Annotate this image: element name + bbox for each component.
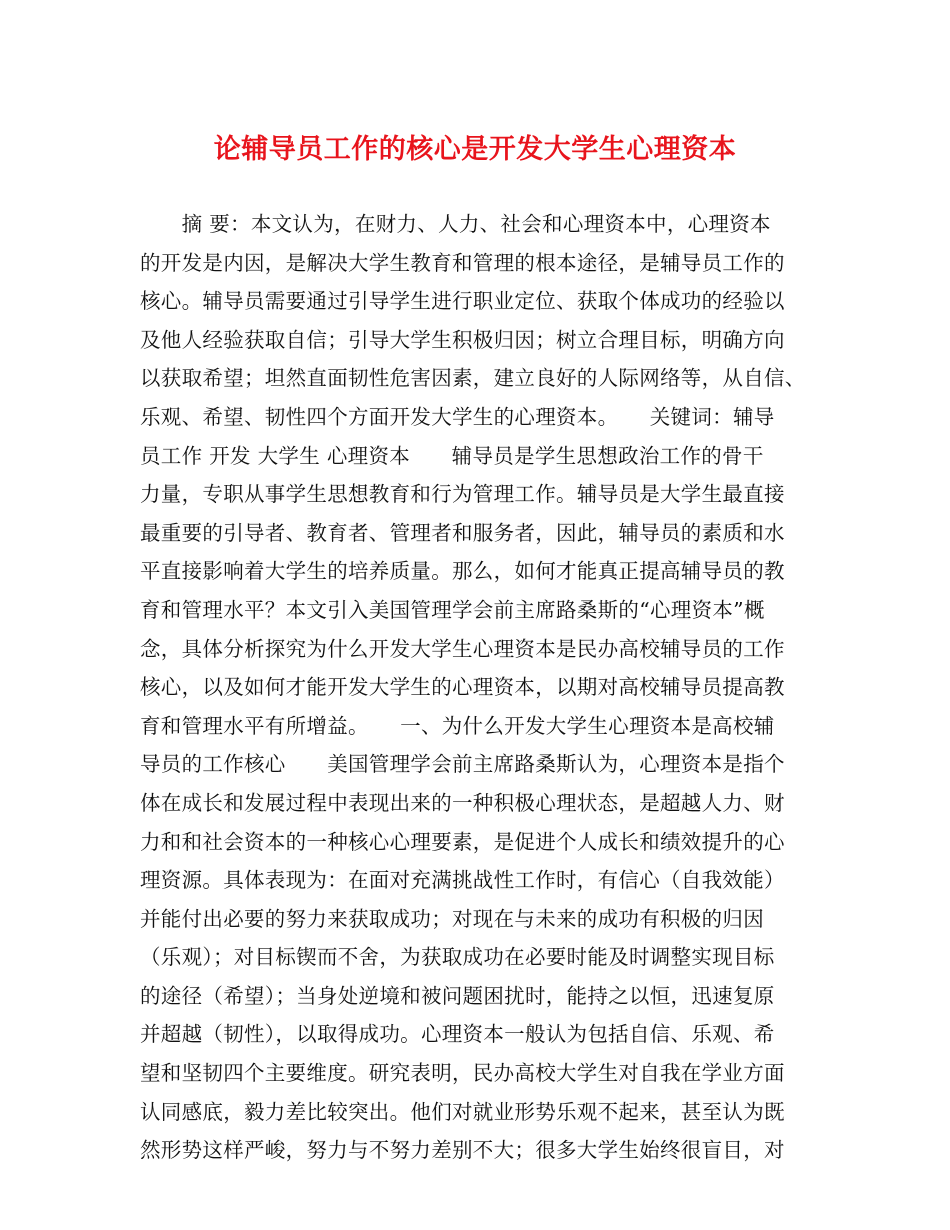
body-line: 力和和社会资本的一种核心心理要素，是促进个人成长和绩效提升的心	[140, 829, 785, 854]
body-line: 育和管理水平有所增益。 一、为什么开发大学生心理资本是高校辅	[140, 713, 775, 738]
body-line: 摘 要：本文认为，在财力、人力、社会和心理资本中，心理资本	[140, 212, 771, 236]
body-line: 望和坚韧四个主要维度。研究表明，民办高校大学生对自我在学业方面	[140, 1061, 785, 1086]
body-line: 认同感底，毅力差比较突出。他们对就业形势乐观不起来，甚至认为既	[140, 1099, 785, 1124]
body-line: 理资源。具体表现为：在面对充满挑战性工作时，有信心（自我效能）	[140, 868, 785, 893]
body-line: 然形势这样严峻，努力与不努力差别不大；很多大学生始终很盲目，对	[140, 1138, 785, 1163]
body-line: 核心。辅导员需要通过引导学生进行职业定位、获取个体成功的经验以	[140, 289, 785, 314]
body-line: 及他人经验获取自信；引导大学生积极归因；树立合理目标，明确方向	[140, 327, 785, 352]
body-line: 导员的工作核心 美国管理学会前主席路桑斯认为，心理资本是指个	[140, 752, 785, 777]
document-body	[140, 205, 820, 1170]
body-line: 体在成长和发展过程中表现出来的一种积极心理状态，是超越人力、财	[140, 790, 785, 815]
body-line: 念，具体分析探究为什么开发大学生心理资本是民办高校辅导员的工作	[140, 636, 785, 661]
body-line: 核心，以及如何才能开发大学生的心理资本，以期对高校辅导员提高教	[140, 675, 785, 700]
body-line: 育和管理水平？本文引入美国管理学会前主席路桑斯的“心理资本”概	[140, 597, 765, 622]
body-line: 力量，专职从事学生思想教育和行为管理工作。辅导员是大学生最直接	[140, 482, 785, 507]
body-line: （乐观）；对目标锲而不舍，为获取成功在必要时能及时调整实现目标	[140, 945, 775, 970]
body-line: 并能付出必要的努力来获取成功；对现在与未来的成功有积极的归因	[140, 906, 764, 931]
body-line: 的开发是内因，是解决大学生教育和管理的根本途径，是辅导员工作的	[140, 250, 785, 275]
body-line: 员工作 开发 大学生 心理资本 辅导员是学生思想政治工作的骨干	[140, 443, 764, 468]
body-line: 最重要的引导者、教育者、管理者和服务者，因此，辅导员的素质和水	[140, 520, 785, 545]
body-line: 的途径（希望）；当身处逆境和被问题困扰时，能持之以恒，迅速复原	[140, 983, 775, 1008]
body-line: 以获取希望；坦然直面韧性危害因素，建立良好的人际网络等，从自信、	[140, 366, 806, 391]
body-line: 平直接影响着大学生的培养质量。那么，如何才能真正提高辅导员的教	[140, 559, 785, 584]
body-line: 并超越（韧性），以取得成功。心理资本一般认为包括自信、乐观、希	[140, 1022, 775, 1047]
document-title: 论辅导员工作的核心是开发大学生心理资本	[213, 134, 737, 165]
body-line: 乐观、希望、韧性四个方面开发大学生的心理资本。 关键词：辅导	[140, 404, 775, 429]
